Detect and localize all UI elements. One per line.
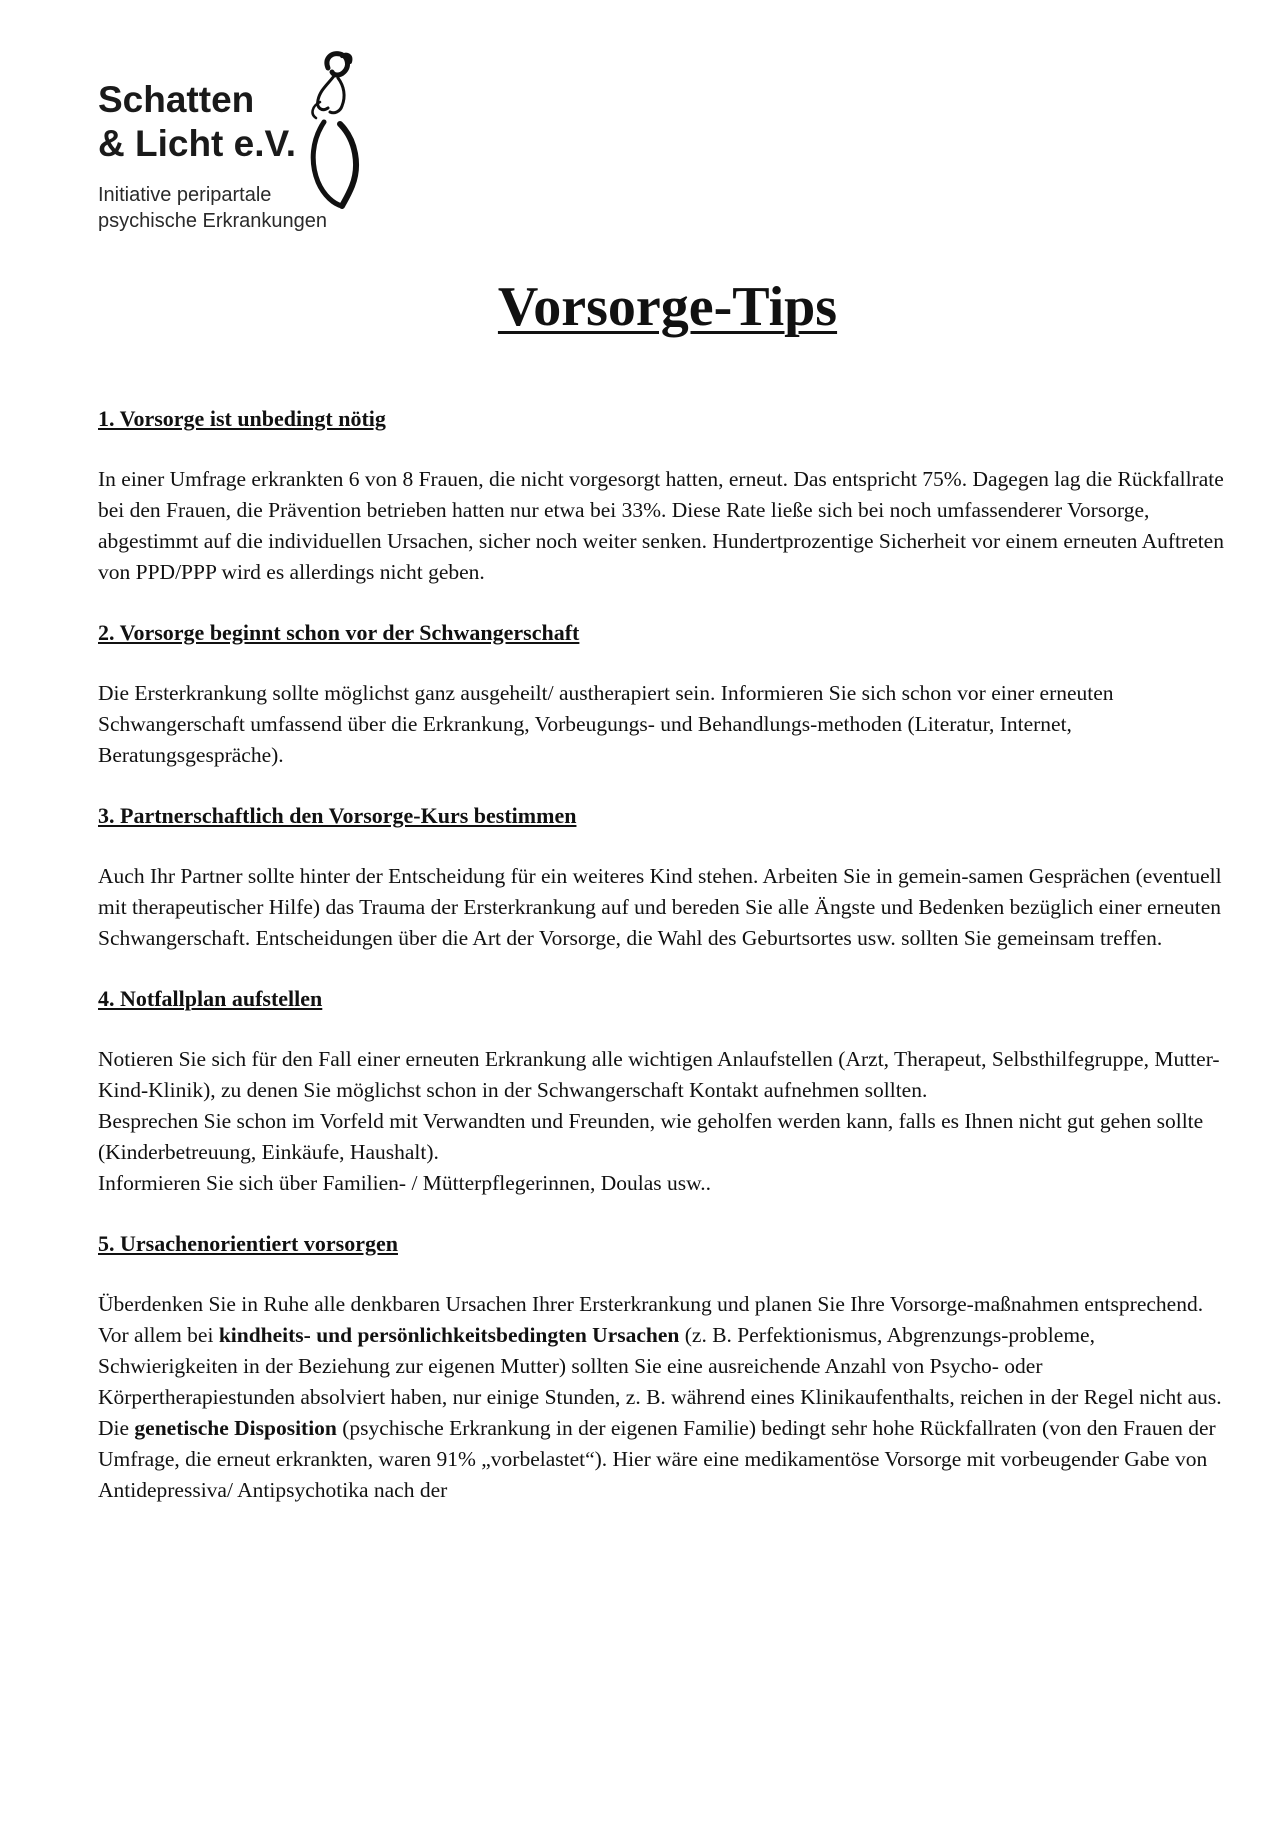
- paragraph: Die Ersterkrankung sollte möglichst ganz ausgeheilt/ austherapiert sein. Informieren Sie sich schon vor einer erneuten Schwangerschaft umfassend über die Erkrankung, Vorbeugungs- und Behandlungs-methoden (Literatur, Internet, Beratungsgespräche).: [98, 681, 1114, 767]
- section-heading: 1. Vorsorge ist unbedingt nötig: [98, 406, 386, 431]
- main-content: [98, 404, 1228, 1536]
- paragraph-text: Vor allem bei: [98, 1323, 219, 1347]
- paragraph-text: Die: [98, 1416, 135, 1440]
- paragraph: In einer Umfrage erkrankten 6 von 8 Frauen, die nicht vorgesorgt hatten, erneut. Das entspricht 75%. Dagegen lag die Rückfallrate bei den Frauen, die Prävention betrieben hatten nur etwa bei 33%. Diese Rate ließe sich bei noch umfassenderer Vorsorge, abgestimmt auf die individuellen Ursachen, sicher noch weiter senken. Hundertprozentige Sicherheit vor einem erneuten Auftreten von PPD/PPP wird es allerdings nicht geben.: [98, 467, 1224, 584]
- section-1: [98, 404, 1228, 588]
- paragraph: Notieren Sie sich für den Fall einer erneuten Erkrankung alle wichtigen Anlaufstellen (Arzt, Therapeut, Selbsthilfegruppe, Mutter-Kind-Klinik), zu denen Sie möglichst schon in der Schwangerschaft Kontakt aufnehmen sollten.: [98, 1047, 1220, 1102]
- paragraph: [98, 1320, 1228, 1413]
- logo-name-line2: & Licht e.V.: [98, 123, 297, 164]
- paragraph-text: (z. B. Perfektionismus, Abgrenzungs-probleme, Schwierigkeiten in der Beziehung zur eigenen Mutter) sollten Sie eine ausreichende Anzahl von Psycho- oder Körpertherapiestunden absolviert haben, nur einige Stunden, z. B. während eines Klinikaufenthalts, reichen in der Regel nicht aus.: [98, 1323, 1222, 1409]
- section-heading: 5. Ursachenorientiert vorsorgen: [98, 1231, 398, 1256]
- paragraph: Besprechen Sie schon im Vorfeld mit Verwandten und Freunden, wie geholfen werden kann, falls es Ihnen nicht gut gehen sollte (Kinderbetreuung, Einkäufe, Haushalt).: [98, 1109, 1204, 1164]
- section-5: [98, 1229, 1228, 1506]
- logo-name-line1: Schatten: [98, 79, 255, 120]
- section-heading: 3. Partnerschaftlich den Vorsorge-Kurs bestimmen: [98, 803, 577, 828]
- paragraph: [98, 1413, 1228, 1506]
- section-4: [98, 984, 1228, 1199]
- organization-logo: [98, 50, 418, 240]
- logo-subtitle-line2: psychische Erkrankungen: [98, 210, 328, 232]
- section-2: [98, 618, 1228, 771]
- logo-name: [98, 78, 296, 166]
- page-title: Vorsorge-Tips: [497, 276, 838, 338]
- section-heading: 2. Vorsorge beginnt schon vor der Schwangerschaft: [98, 620, 580, 645]
- paragraph: Auch Ihr Partner sollte hinter der Entscheidung für ein weiteres Kind stehen. Arbeiten Sie in gemein-samen Gesprächen (eventuell mit therapeutischer Hilfe) das Trauma der Ersterkrankung auf und bereden Sie alle Ängste und Bedenken bezüglich einer erneuten Schwangerschaft. Entscheidungen über die Art der Vorsorge, die Wahl des Geburtsortes usw. sollten Sie gemeinsam treffen.: [98, 864, 1222, 950]
- bold-phrase: kindheits- und persönlichkeitsbedingten Ursachen: [218, 1323, 680, 1347]
- paragraph-text: (psychische Erkrankung in der eigenen Familie) bedingt sehr hohe Rückfallraten (von den Frauen der Umfrage, die erneut erkrankten, waren 91% „vorbelastet“). Hier wäre eine medikamentöse Vorsorge mit vorbeugender Gabe von Antidepressiva/ Antipsychotika nach der: [98, 1416, 1216, 1502]
- bold-phrase: genetische Disposition: [134, 1416, 337, 1440]
- section-heading: 4. Notfallplan aufstellen: [98, 986, 323, 1011]
- section-3: [98, 801, 1228, 954]
- logo-subtitle: [98, 182, 327, 234]
- logo-subtitle-line1: Initiative peripartale: [98, 184, 272, 206]
- paragraph: Überdenken Sie in Ruhe alle denkbaren Ursachen Ihrer Ersterkrankung und planen Sie Ihre Vorsorge-maßnahmen entsprechend.: [98, 1292, 1204, 1316]
- pregnant-woman-silhouette-icon: [298, 50, 368, 210]
- paragraph: Informieren Sie sich über Familien- / Mütterpflegerinnen, Doulas usw..: [98, 1171, 711, 1195]
